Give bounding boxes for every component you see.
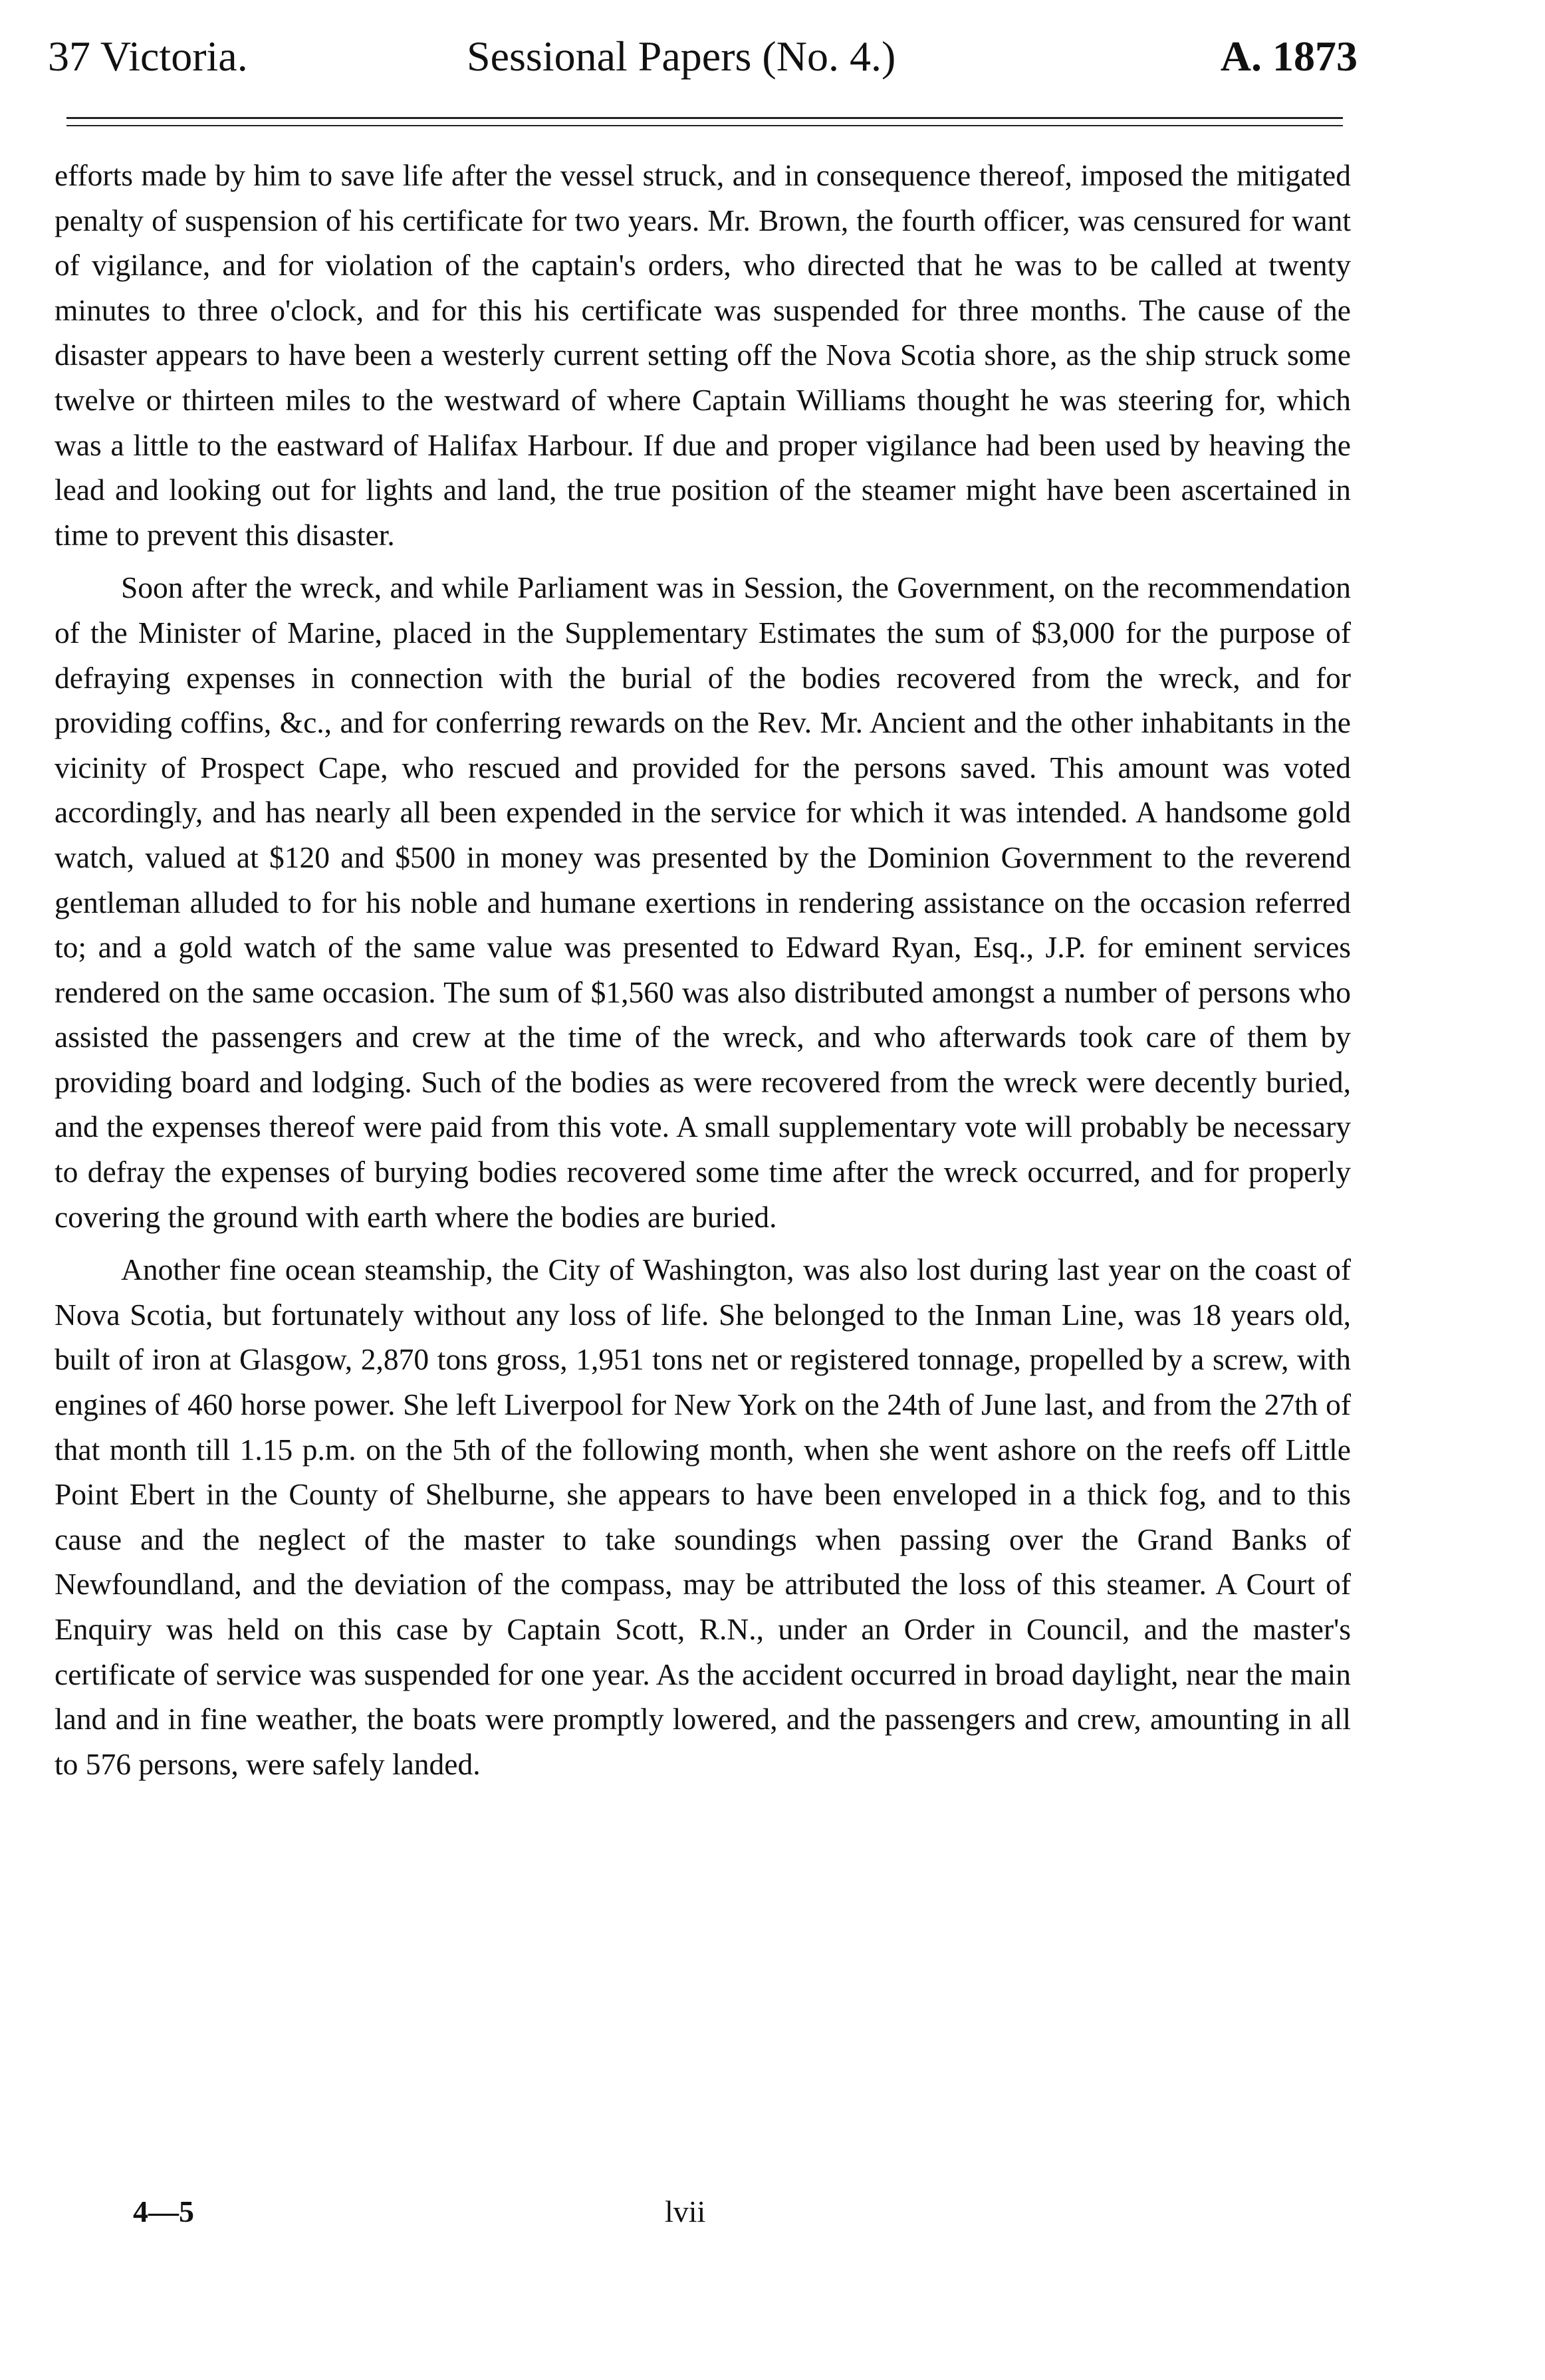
paragraph-continuation: efforts made by him to save life after the vessel struck, and in consequence thereof, imposed the mitigated penalty of suspension of his certificate for two years. Mr. Brown, the fourth officer, was censured for want of vigilance, and for violation of the captain's orders, who directed that he was to be called at twenty minutes to three o'clock, and for this his certificate was suspended for three months. The cause of the disaster appears to have been a westerly current setting off the Nova Scotia shore, as the ship struck some twelve or thirteen miles to the westward of where Captain Williams thought he was steering for, which was a little to the eastward of Halifax Harbour. If due and proper vigilance had been used by heaving the lead and looking out for lights and land, the true position of the steamer might have been ascertained in time to prevent this disaster. — [55, 158, 1351, 552]
paragraph-government-relief: Soon after the wreck, and while Parliament was in Session, the Government, on the recommendation of the Minister of Marine, placed in the Supplementary Estimates the sum of $3,000 for the purpose of defraying expenses in connection with the burial of the bodies recovered from the wreck, and for providing coffins, &c., and for conferring rewards on the Rev. Mr. Ancient and the other inhabitants in the vicinity of Prospect Cape, who rescued and provided for the persons saved. This amount was voted accordingly, and has nearly all been expended in the service for which it was intended. A handsome gold watch, valued at $120 and $500 in money was presented by the Dominion Government to the reverend gentleman alluded to for his noble and humane exertions in rendering assistance on the occasion referred to; and a gold watch of the same value was presented to Edward Ryan, Esq., J.P. for eminent services rendered on the same occasion. The sum of $1,560 was also distributed amongst a number of persons who assisted the passengers and crew at the time of the wreck, and who afterwards took care of them by providing board and lodging. Such of the bodies as were recovered from the wreck were decently buried, and the expenses thereof were paid from this vote. A small supplementary vote will probably be necessary to defray the expenses of burying bodies recovered some time after the wreck occurred, and for properly covering the ground with earth where the bodies are buried. — [55, 570, 1351, 1234]
header-year: A. 1873 — [1220, 33, 1358, 80]
paragraph-city-of-washington: Another fine ocean steamship, the City of Washington, was also lost during last year on the coast of Nova Scotia, but fortunately without any loss of life. She belonged to the Inman Line, was 18 years old, built of iron at Glasgow, 2,870 tons gross, 1,951 tons net or registered tonnage, propelled by a screw, with engines of 460 horse power. She left Liverpool for New York on the 24th of June last, and from the 27th of that month till 1.15 p.m. on the 5th of the following month, when she went ashore on the reefs off Little Point Ebert in the County of Shelburne, she appears to have been enveloped in a thick fog, and to this cause and the neglect of the master to take soundings when passing over the Grand Banks of Newfoundland, and the deviation of the compass, may be attributed the loss of this steamer. A Court of Enquiry was held on this case by Captain Scott, R.N., under an Order in Council, and the master's certificate of service was suspended for one year. As the accident occurred in broad daylight, near the main land and in fine weather, the boats were promptly lowered, and the passengers and crew, amounting in all to 576 persons, were safely landed. — [55, 1252, 1351, 1781]
header-rule-top — [66, 117, 1343, 119]
signature-mark: 4—5 — [133, 2195, 194, 2228]
page-header — [48, 20, 1358, 93]
header-title: Sessional Papers (No. 4.) — [467, 33, 896, 80]
document-body — [55, 153, 1351, 1794]
header-rule-bottom — [66, 125, 1343, 126]
header-session: 37 Victoria. — [48, 33, 248, 80]
page-number: lvii — [665, 2195, 706, 2228]
